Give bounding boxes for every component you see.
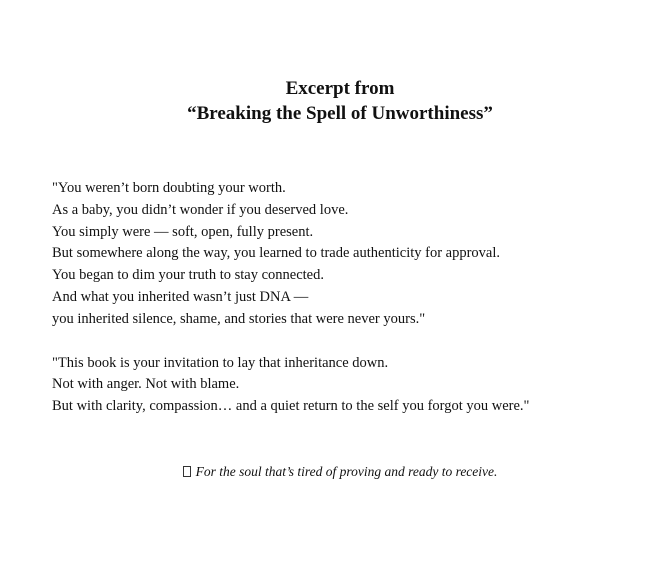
paragraph-spacer: [52, 331, 642, 353]
paragraph-1: [52, 178, 642, 331]
missing-glyph-box-icon: [183, 466, 191, 477]
paragraph-2: [52, 353, 642, 418]
footer-tagline: [0, 462, 645, 482]
text-line: But somewhere along the way, you learned to trade authenticity for approval.: [52, 245, 501, 262]
text-line: "You weren’t born doubting your worth.: [52, 180, 286, 196]
text-line: As a baby, you didn’t wonder if you deserved love.: [52, 201, 349, 218]
text-line: "This book is your invitation to lay that inheritance down.: [52, 354, 389, 371]
title-line-2: “Breaking the Spell of Unworthiness”: [187, 103, 493, 124]
footer-text: For the soul that’s tired of proving and ready to receive.: [195, 464, 498, 479]
text-line: you inherited silence, shame, and stories that were never yours.": [52, 310, 426, 327]
excerpt-title: [0, 76, 645, 126]
text-line: Not with anger. Not with blame.: [52, 376, 240, 393]
text-line: You simply were — soft, open, fully present.: [52, 223, 314, 240]
title-line-1: Excerpt from: [285, 78, 395, 99]
text-line: But with clarity, compassion… and a quiet return to the self you forgot you were.": [52, 398, 530, 415]
excerpt-body: [52, 178, 642, 418]
text-line: You began to dim your truth to stay connected.: [52, 267, 324, 284]
text-line: And what you inherited wasn’t just DNA —: [52, 288, 309, 305]
